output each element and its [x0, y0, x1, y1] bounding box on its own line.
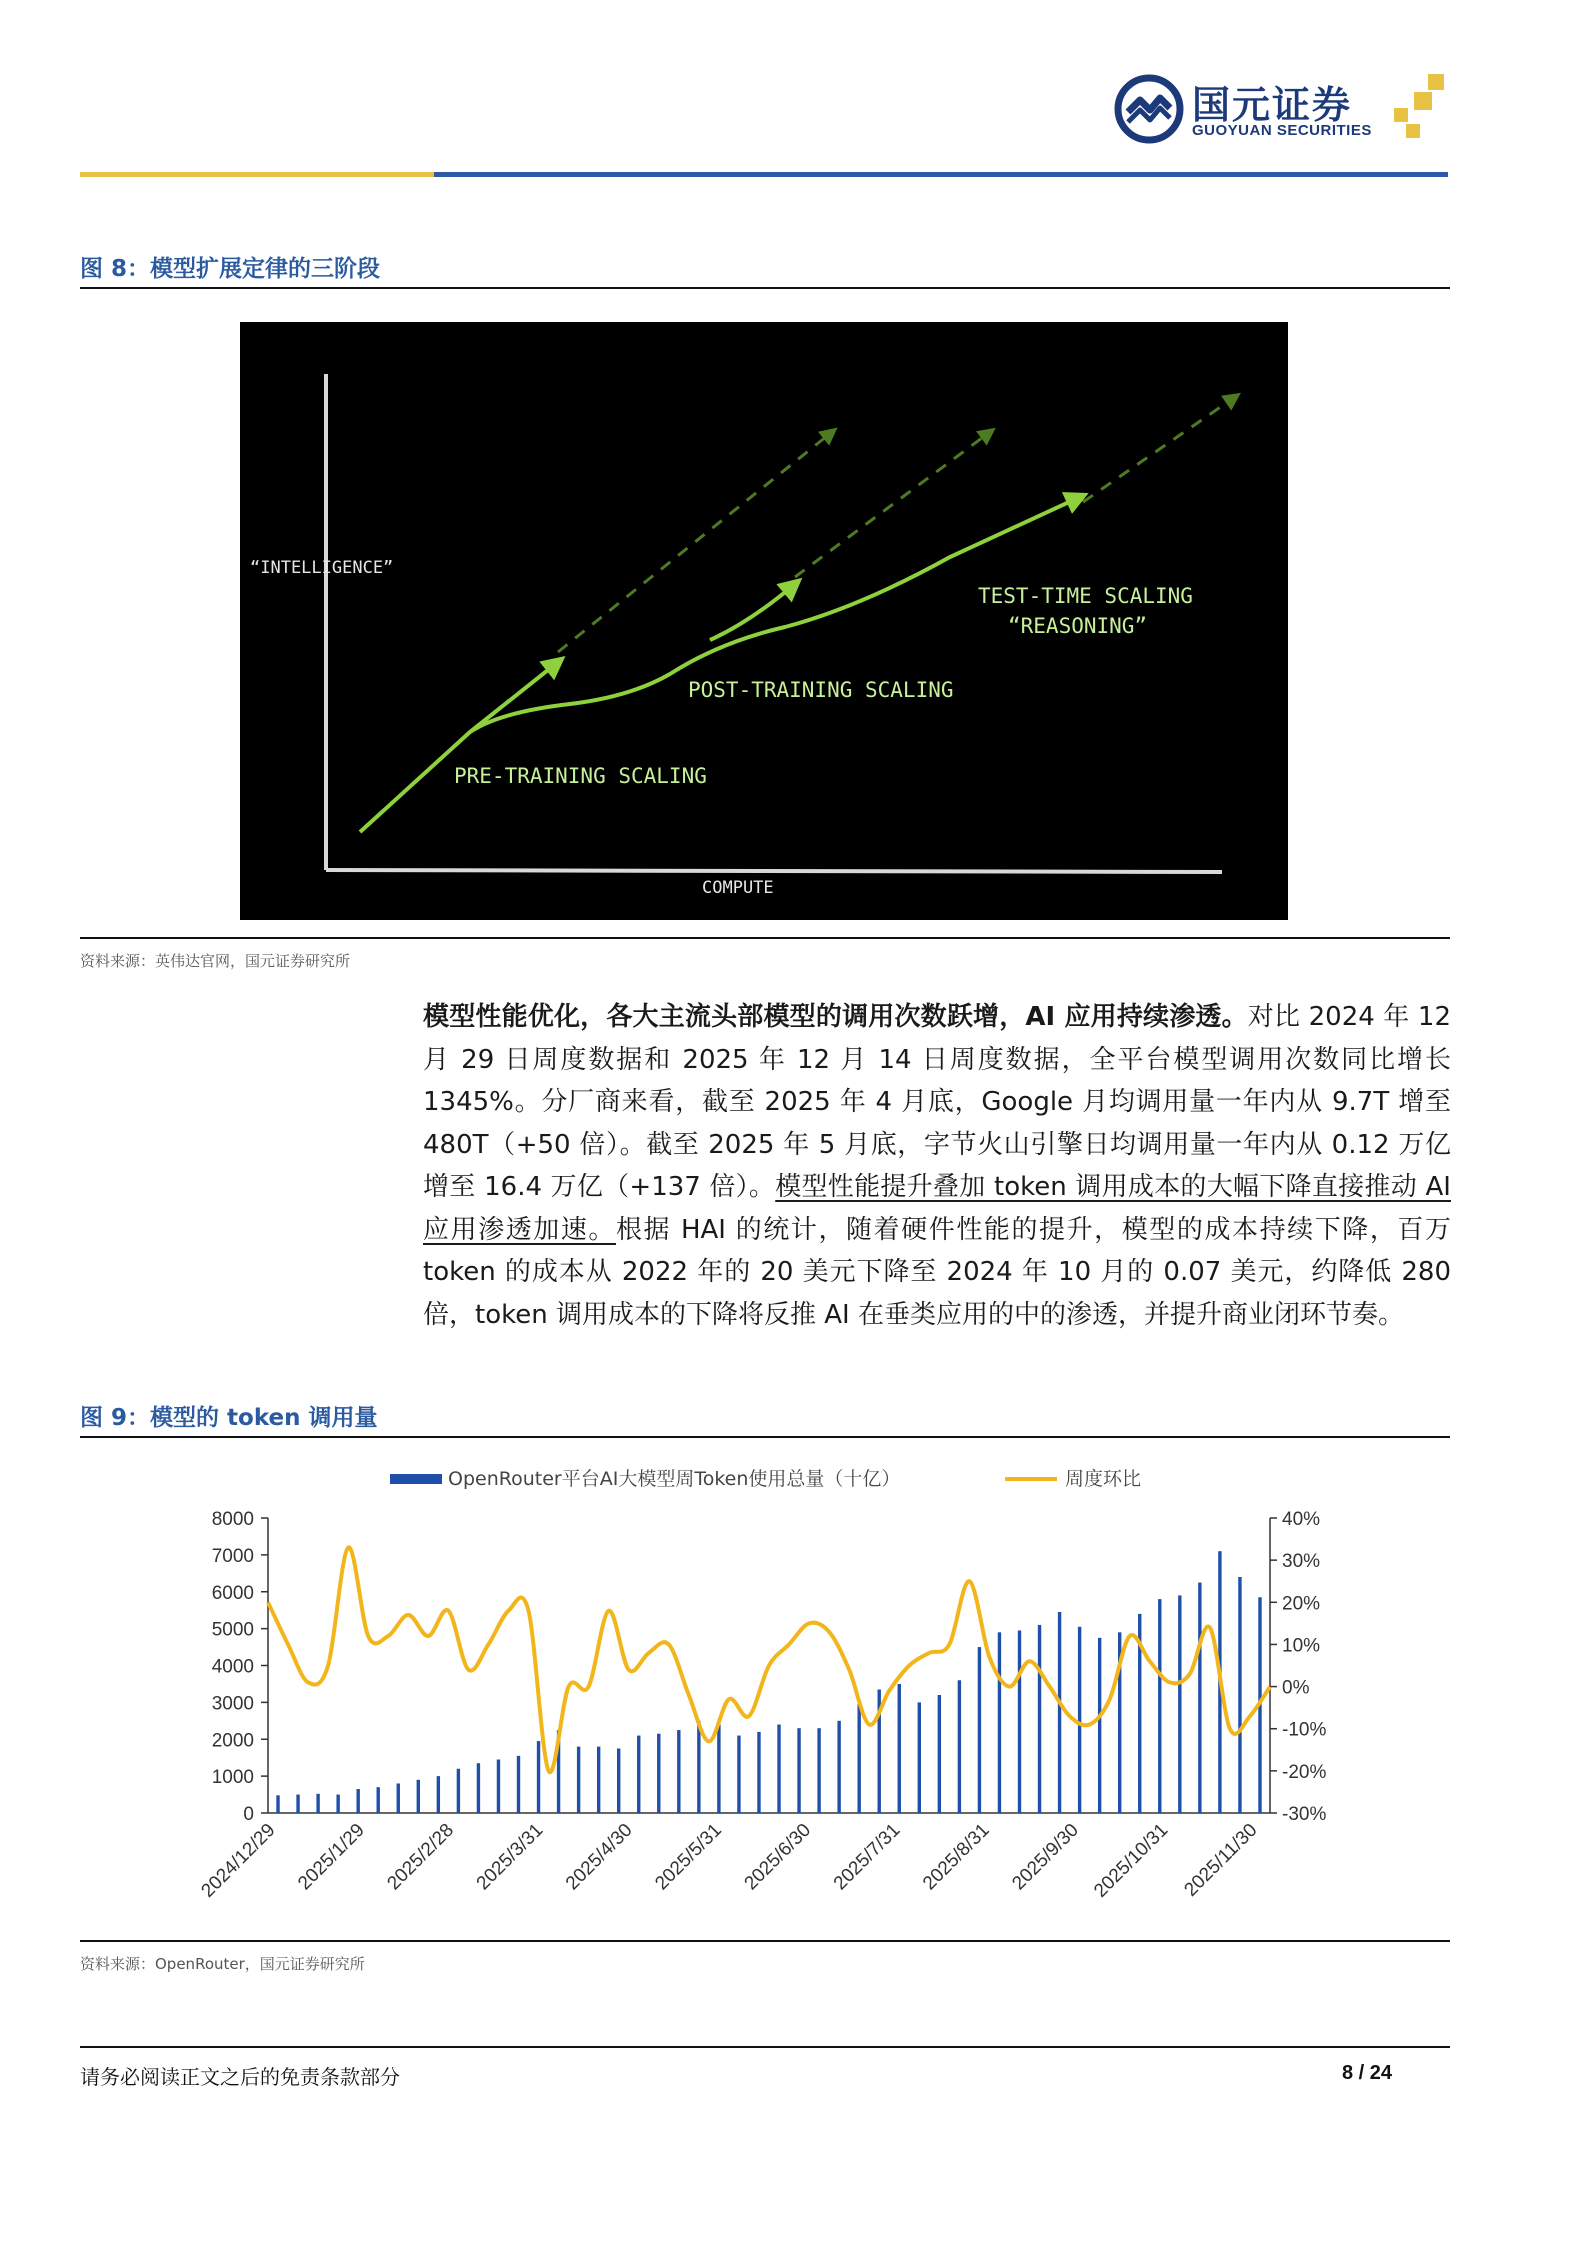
token-bar [1158, 1599, 1161, 1813]
logo-squares-icon [1392, 74, 1452, 144]
token-bar [958, 1680, 961, 1813]
y-left-tick-label: 0 [243, 1804, 254, 1825]
y-left-tick-label: 2000 [211, 1730, 254, 1752]
token-bar [797, 1728, 800, 1813]
x-tick-label: 2025/2/28 [383, 1819, 459, 1895]
figure9-source: 资料来源：OpenRouter，国元证券研究所 [80, 1955, 365, 1973]
token-bar [1058, 1612, 1061, 1813]
logo-text-en: GUOYUAN SECURITIES [1192, 122, 1372, 139]
token-bar [316, 1794, 319, 1813]
x-tick-label: 2025/11/30 [1180, 1819, 1262, 1901]
token-bar [898, 1684, 901, 1813]
y-left-tick-label: 8000 [211, 1509, 254, 1530]
company-logo [1112, 70, 1452, 150]
token-bar [717, 1725, 720, 1814]
y-left-tick-label: 1000 [211, 1767, 254, 1789]
token-bar [677, 1730, 680, 1813]
token-bar [356, 1789, 359, 1813]
y-right-tick-label: 0% [1282, 1677, 1310, 1699]
token-bar [938, 1695, 941, 1813]
scaling-laws-image [240, 322, 1288, 920]
stage-label-posttraining: POST-TRAINING SCALING [688, 678, 954, 702]
x-tick-label: 2025/8/31 [919, 1819, 994, 1895]
token-bar [1238, 1577, 1241, 1813]
legend-swatch-bars [390, 1474, 442, 1484]
y-left-tick-label: 7000 [211, 1545, 254, 1567]
x-tick-label: 2025/7/31 [829, 1819, 905, 1895]
stage-label-testtime: TEST-TIME SCALING [978, 584, 1193, 608]
token-bar [978, 1647, 981, 1813]
x-tick-label: 2025/10/31 [1090, 1819, 1173, 1902]
y-right-tick-label: -20% [1282, 1761, 1327, 1783]
x-tick-label: 2025/9/30 [1008, 1819, 1083, 1895]
paragraph-text-2: 根据 HAI 的统计，随着硬件性能的提升，模型的成本持续下降，百万 token 的成本从 2022 年的 20 美元下降至 2024 年 10 月的 0.07 美元，约降低 280 倍，token 调用成本的下降将反推 AI 在垂类应用的中的渗透，并提升商业闭环节奏。 [423, 1214, 1451, 1330]
y-right-tick-label: 30% [1282, 1551, 1321, 1573]
token-bar [837, 1721, 840, 1813]
token-bar [517, 1756, 520, 1813]
token-bar [336, 1795, 339, 1813]
token-bar [377, 1787, 380, 1813]
y-axis-label: “INTELLIGENCE” [250, 558, 394, 578]
token-usage-chart [80, 1440, 1450, 1932]
figure8-top-rule [80, 287, 1450, 289]
token-bar [817, 1728, 820, 1813]
x-tick-label: 2024/12/29 [197, 1819, 280, 1902]
token-bar [857, 1704, 860, 1813]
paragraph-underlined: 模型性能提升叠加 token 调用成本的大幅下降直接推动 AI 应用渗透加速。 [423, 1172, 1451, 1245]
chart-legend [390, 1468, 1141, 1490]
x-tick-label: 2025/4/30 [561, 1819, 637, 1895]
paragraph-text-1: 对比 2024 年 12 月 29 日周度数据和 2025 年 12 月 14 日周度数据，全平台模型调用次数同比增长 1345%。分厂商来看，截至 2025 年 4 月底，Google 月均调用量一年内从 9.7T 增至 480T（+50 倍）。截至 2025 年 5 月底，字节火山引擎日均调用量一年内从 0.12 万亿增至 16.4 万亿（+137 倍）。 [423, 1002, 1451, 1202]
dashed-arrow-3 [1083, 397, 1235, 502]
token-bar [497, 1760, 500, 1813]
token-bar [657, 1734, 660, 1813]
x-tick-label: 2025/1/29 [294, 1819, 369, 1895]
token-bar [577, 1747, 580, 1813]
token-bar [777, 1725, 780, 1814]
figure8-title: 图 8：模型扩展定律的三阶段 [80, 256, 381, 282]
token-bar [697, 1721, 700, 1813]
token-bar [1018, 1630, 1021, 1813]
x-tick-labels [197, 1820, 1261, 1902]
token-bar [537, 1741, 540, 1813]
token-bar [457, 1769, 460, 1813]
token-bar [1098, 1638, 1101, 1813]
y-right-tick-label: 40% [1282, 1509, 1321, 1530]
token-bar [617, 1748, 620, 1813]
dashed-arrow-1 [558, 432, 832, 652]
header-rule-blue [434, 172, 1448, 177]
token-bar [477, 1763, 480, 1813]
logo-text-cn: 国元证券 [1192, 83, 1353, 127]
figure9-title: 图 9：模型的 token 调用量 [80, 1405, 378, 1431]
dashed-arrow-2 [795, 432, 990, 577]
token-bar [737, 1736, 740, 1813]
figure8-bottom-rule [80, 937, 1450, 939]
token-bar [918, 1702, 921, 1813]
token-bar [1078, 1627, 1081, 1813]
figure8-source: 资料来源：英伟达官网，国元证券研究所 [80, 952, 351, 970]
y-right-tick-label: -30% [1282, 1804, 1327, 1825]
figure9-bottom-rule [80, 1940, 1450, 1942]
y-left-tick-label: 3000 [211, 1693, 254, 1715]
legend-label-line: 周度环比 [1065, 1468, 1142, 1490]
figure9-top-rule [80, 1436, 1450, 1438]
token-bar [998, 1632, 1001, 1813]
page-number: 8 / 24 [1342, 2062, 1393, 2084]
x-axis-label: COMPUTE [702, 878, 774, 898]
paragraph-lead: 模型性能优化，各大主流头部模型的调用次数跃增，AI 应用持续渗透。 [423, 1002, 1248, 1032]
logo-mark-icon [1114, 74, 1184, 144]
y-left-tick-label: 6000 [211, 1582, 254, 1604]
token-bar [276, 1795, 279, 1813]
token-bar [1178, 1595, 1181, 1813]
token-bar [437, 1776, 440, 1813]
x-tick-label: 2025/3/31 [472, 1819, 548, 1895]
token-bar [397, 1784, 400, 1814]
body-paragraph [423, 996, 1451, 1336]
x-tick-label: 2025/5/31 [651, 1819, 726, 1895]
footer-disclaimer: 请务必阅读正文之后的免责条款部分 [80, 2065, 400, 2089]
token-bar [597, 1747, 600, 1813]
header-rule-gold [80, 172, 434, 177]
stage-label-pretraining: PRE-TRAINING SCALING [454, 764, 707, 788]
x-axis-line [326, 870, 1222, 872]
token-bar [417, 1780, 420, 1813]
x-tick-label: 2025/6/30 [740, 1819, 816, 1895]
token-bar [1038, 1625, 1041, 1813]
token-bar [296, 1795, 299, 1813]
y-left-tick-label: 5000 [211, 1619, 254, 1641]
y-right-tick-label: -10% [1282, 1719, 1327, 1741]
y-right-tick-label: 20% [1282, 1593, 1321, 1615]
posttrain-branch [710, 584, 795, 640]
token-bar [1198, 1583, 1201, 1813]
stage-label-reasoning: “REASONING” [1008, 614, 1148, 638]
y-right-tick-label: 10% [1282, 1635, 1321, 1657]
pretrain-branch [470, 662, 558, 732]
token-bar [757, 1732, 760, 1813]
token-bar [637, 1736, 640, 1813]
footer-rule [80, 2046, 1450, 2048]
y-left-tick-label: 4000 [211, 1656, 254, 1678]
legend-label-bars: OpenRouter平台AI大模型周Token使用总量（十亿） [448, 1468, 901, 1490]
